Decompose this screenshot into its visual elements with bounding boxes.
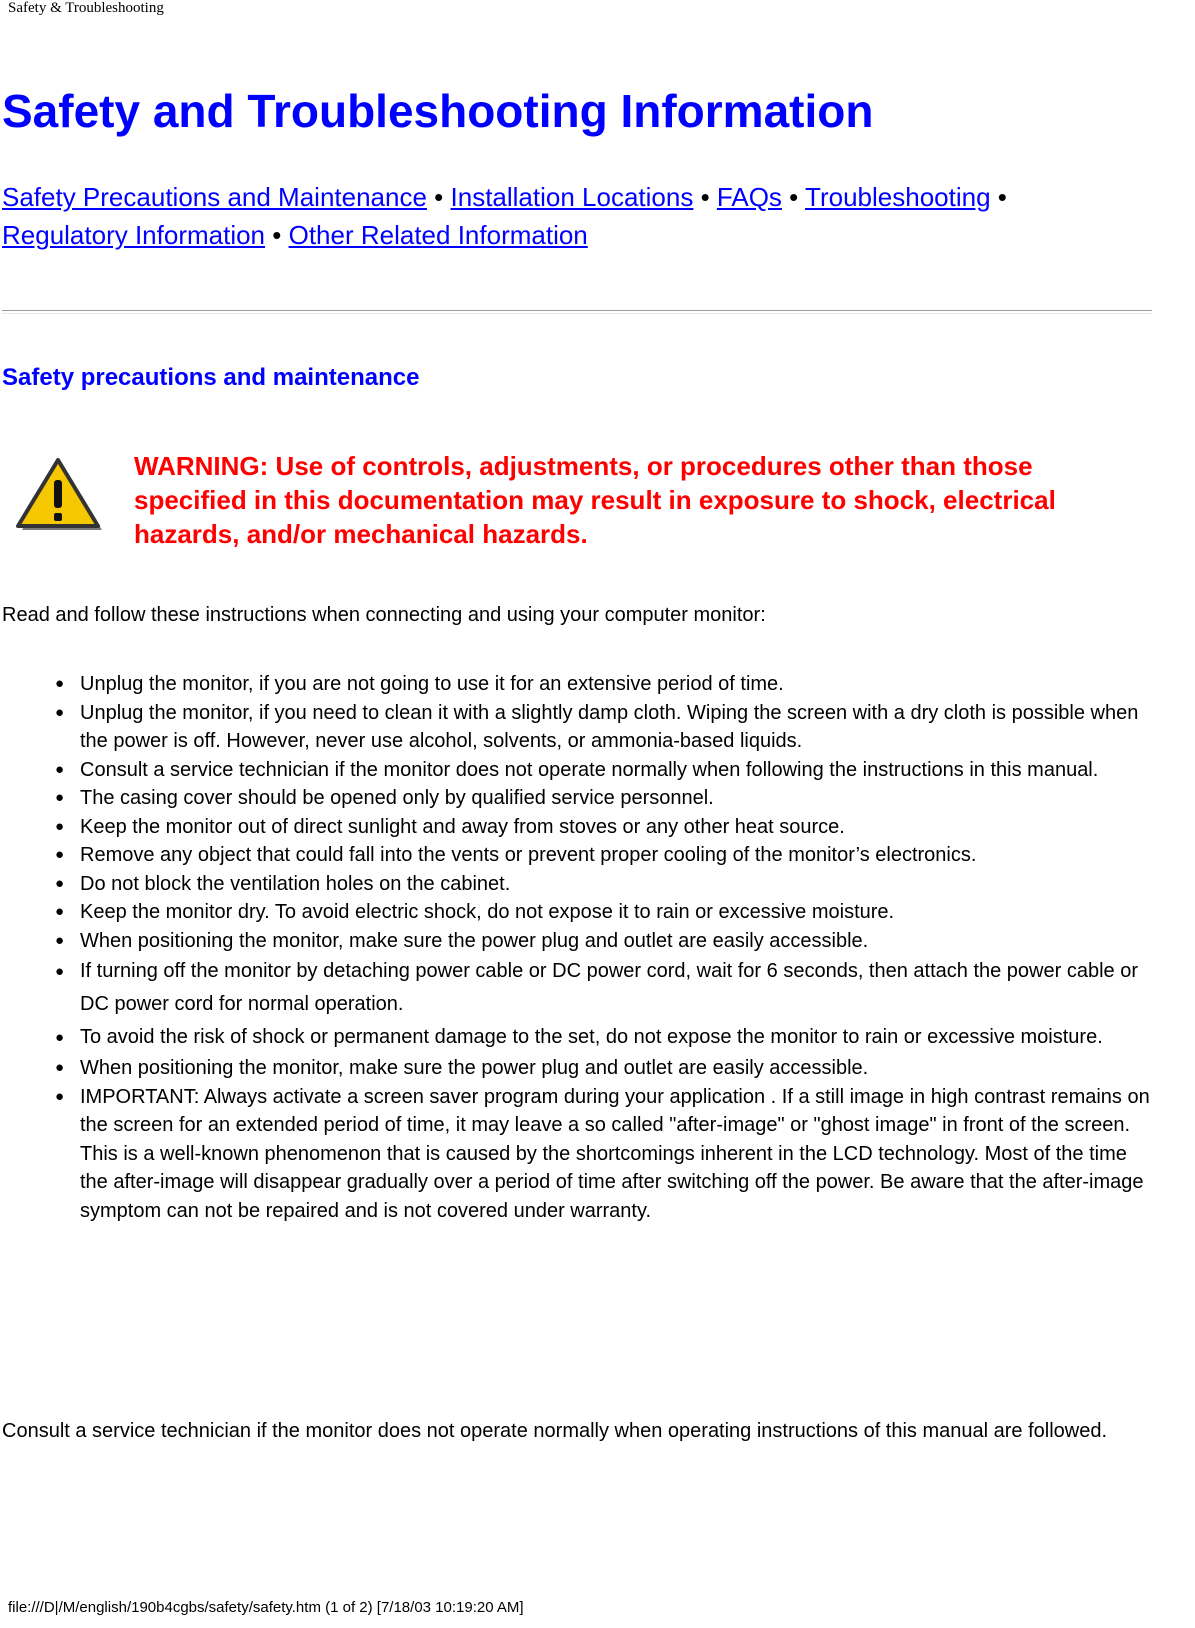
list-item-text: Unplug the monitor, if you are not going to use it for an extensive period of time. xyxy=(80,673,784,695)
bullet-icon: ● xyxy=(55,675,65,692)
list-item-text: IMPORTANT: Always activate a screen saver program during your application . If a still image in high contrast remains on the screen for an extended period of time, it may leave a so called "after-image" or "ghost image" in front of the screen. This is a well-known phenomenon that is caused by the shortcomings inherent in the LCD technology. Most of the time the after-image will disappear gradually over a period of time after switching off the power. Be aware that the after-image symptom can not be repaired and is not covered under warranty. xyxy=(80,1085,1150,1222)
print-footer: file:///D|/M/english/190b4cgbs/safety/safety.htm (1 of 2) [7/18/03 10:19:20 AM] xyxy=(8,1599,524,1616)
nav-separator: • xyxy=(434,182,444,212)
nav-link-installation-locations[interactable]: Installation Locations xyxy=(450,182,694,212)
list-item xyxy=(0,813,1160,842)
bullet-icon: ● xyxy=(55,789,65,806)
list-item-text: If turning off the monitor by detaching power cable or DC power cord, wait for 6 seconds, then attach the power cable or DC power cord for normal operation. xyxy=(80,960,1138,1015)
bullet-icon: ● xyxy=(55,703,65,721)
list-item xyxy=(0,756,1160,785)
bullet-icon: ● xyxy=(55,963,65,980)
nav-link-faqs[interactable]: FAQs xyxy=(716,182,782,212)
list-item-text: Remove any object that could fall into the vents or prevent proper cooling of the monitor’s electronics. xyxy=(80,844,977,866)
bullet-icon: ● xyxy=(55,903,65,920)
bullet-icon: ● xyxy=(55,874,65,892)
nav-separator: • xyxy=(272,220,282,250)
outro-text: Consult a service technician if the monitor does not operate normally when operating instructions of this manual are followed. xyxy=(2,1420,1108,1442)
list-item-text: Keep the monitor dry. To avoid electric shock, do not expose it to rain or excessive moisture. xyxy=(80,901,895,923)
instructions-list xyxy=(0,670,1160,1225)
section-heading: Safety precautions and maintenance xyxy=(2,364,420,391)
list-item-text: When positioning the monitor, make sure the power plug and outlet are easily accessible. xyxy=(80,1057,869,1079)
list-item-text: To avoid the risk of shock or permanent damage to the set, do not expose the monitor to rain or excessive moisture. xyxy=(80,1026,1103,1048)
list-item xyxy=(0,955,1160,1021)
list-item-text: Keep the monitor out of direct sunlight and away from stoves or any other heat source. xyxy=(80,815,845,838)
list-item xyxy=(0,841,1160,870)
list-item xyxy=(0,784,1160,813)
horizontal-divider xyxy=(2,310,1152,314)
list-item xyxy=(0,699,1160,756)
list-item xyxy=(0,927,1160,956)
list-item-text: The casing cover should be opened only by qualified service personnel. xyxy=(80,787,714,809)
list-item-text: Unplug the monitor, if you need to clean it with a slightly damp cloth. Wiping the screen with a dry cloth is possible when the power is off. However, never use alcohol, solvents, or ammonia-based liquids. xyxy=(80,701,1139,752)
bullet-icon: ● xyxy=(55,931,65,949)
nav-link-other-related-information[interactable]: Other Related Information xyxy=(288,220,588,250)
nav-separator: • xyxy=(997,182,1007,212)
warning-triangle-icon xyxy=(10,458,106,538)
nav-separator: • xyxy=(789,182,799,212)
intro-text: Read and follow these instructions when connecting and using your computer monitor: xyxy=(2,604,766,626)
nav-link-regulatory-information[interactable]: Regulatory Information xyxy=(2,220,266,250)
nav-link-troubleshooting[interactable]: Troubleshooting xyxy=(805,182,991,212)
bullet-icon: ● xyxy=(55,760,65,778)
list-item-text: Do not block the ventilation holes on the cabinet. xyxy=(80,872,511,895)
list-item-text: Consult a service technician if the monitor does not operate normally when following the instructions in this manual. xyxy=(80,758,1099,781)
bullet-icon: ● xyxy=(55,1059,65,1076)
section-nav xyxy=(2,178,1162,254)
nav-separator: • xyxy=(700,182,710,212)
bullet-icon: ● xyxy=(55,1029,65,1046)
list-item xyxy=(0,898,1160,927)
nav-link-safety-precautions[interactable]: Safety Precautions and Maintenance xyxy=(2,182,427,212)
list-item xyxy=(0,1054,1160,1083)
list-item xyxy=(0,670,1160,699)
list-item xyxy=(0,1021,1160,1054)
print-header: Safety & Troubleshooting xyxy=(8,0,164,16)
list-item-text: When positioning the monitor, make sure the power plug and outlet are easily accessible. xyxy=(80,929,869,952)
list-item xyxy=(0,1083,1160,1226)
bullet-icon: ● xyxy=(55,817,65,835)
warning-text: WARNING: Use of controls, adjustments, or procedures other than those specified in this documentation may result in exposure to shock, electrical hazards, and/or mechanical hazards. xyxy=(134,451,1056,549)
list-item xyxy=(0,870,1160,899)
page-title: Safety and Troubleshooting Information xyxy=(2,85,874,137)
bullet-icon: ● xyxy=(55,1087,65,1105)
bullet-icon: ● xyxy=(55,846,65,863)
